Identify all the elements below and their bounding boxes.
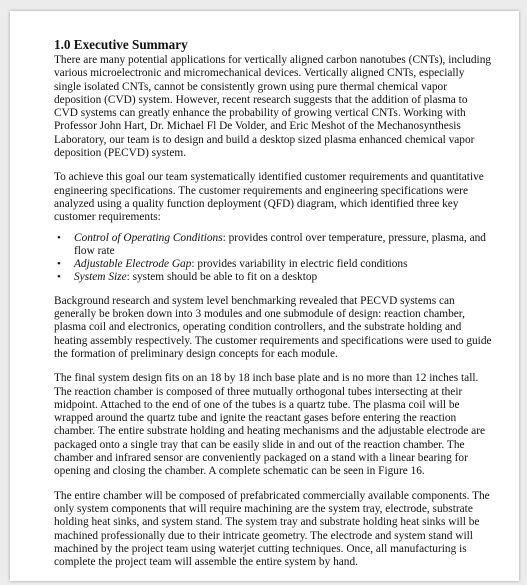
requirement-term: System Size — [74, 271, 127, 284]
paragraph-manufacturing: The entire chamber will be composed of prefabricated commercially available components. The only system components that will require machining are the system tray, electrode, substrate holding heat sinks, and system stand. The system tray and substrate holding heat sinks will be machined professionally due to their intricate geometry. The electrode and system stand will machined by the project team using waterjet cutting techniques. Once, all manufacturing is complete the project team will assemble the entire system by hand. — [54, 489, 490, 569]
bullet-icon: • — [57, 258, 61, 271]
paragraph-approach: To achieve this goal our team systematically identified customer requirements and quantitative engineering specifications. The customer requirements and engineering specifications were analyzed using a quality function deployment (QFD) diagram, which identified three key customer requirements: — [54, 171, 484, 224]
list-item — [54, 258, 494, 271]
list-item — [54, 271, 494, 284]
requirement-description: : provides control over temperature, pressure, plasma, and flow rate — [74, 231, 486, 257]
requirement-description: : system should be able to fit on a desktop — [126, 271, 318, 284]
paragraph-introduction: There are many potential applications for vertically aligned carbon nanotubes (CNTs), including various microelectronic and micromechanical devices. Vertically aligned CNTs, especially single isolated CNTs, cannot be consistently grown using pure thermal chemical vapor deposition (CVD) system. However, recent research suggests that the addition of plasma to CVD systems can greatly enhance the probability of growing vertical CNTs. Working with Professor John Hart, Dr. Michael Fl De Volder, and Eric Meshot of the Mechanosynthesis Laboratory, our team is to design and build a desktop sized plasma enhanced chemical vapor deposition (PECVD) system. — [54, 54, 492, 160]
requirements-list — [54, 232, 494, 285]
section-heading: 1.0 Executive Summary — [54, 37, 188, 52]
paragraph-background: Background research and system level benchmarking revealed that PECVD systems can generally be broken down into 3 modules and one submodule of design: reaction chamber, plasma coil and electronics, operating condition controllers, and the substrate holding and heating assembly respectively. The customer requirements and specifications were used to guide the formation of preliminary design concepts for each module. — [54, 294, 492, 360]
document-page — [10, 11, 519, 581]
requirement-description: : provides variability in electric field conditions — [191, 258, 408, 271]
bullet-icon: • — [57, 231, 61, 244]
document-content — [54, 37, 494, 580]
requirement-term: Adjustable Electrode Gap — [74, 258, 192, 271]
paragraph-final-design: The final system design fits on an 18 by 18 inch base plate and is no more than 12 inches tall. The reaction chamber is composed of three mutually orthogonal tubes intersecting at their midpoint. Attached to the end of one of the tubes is a quartz tube. The plasma coil will be wrapped around the quartz tube and ignite the reactant gases before entering the reaction chamber. The entire substrate holding and heating mechanisms and the adjustable electrode are packaged onto a single tray that can be easily slide in and out of the reaction chamber. The chamber and infrared sensor are conveniently packaged on a stand with a linear bearing for opening and closing the chamber. A complete schematic can be seen in Figure 16. — [54, 372, 486, 478]
bullet-icon: • — [57, 271, 61, 284]
requirement-term: Control of Operating Conditions — [74, 231, 223, 244]
list-item — [54, 232, 494, 259]
